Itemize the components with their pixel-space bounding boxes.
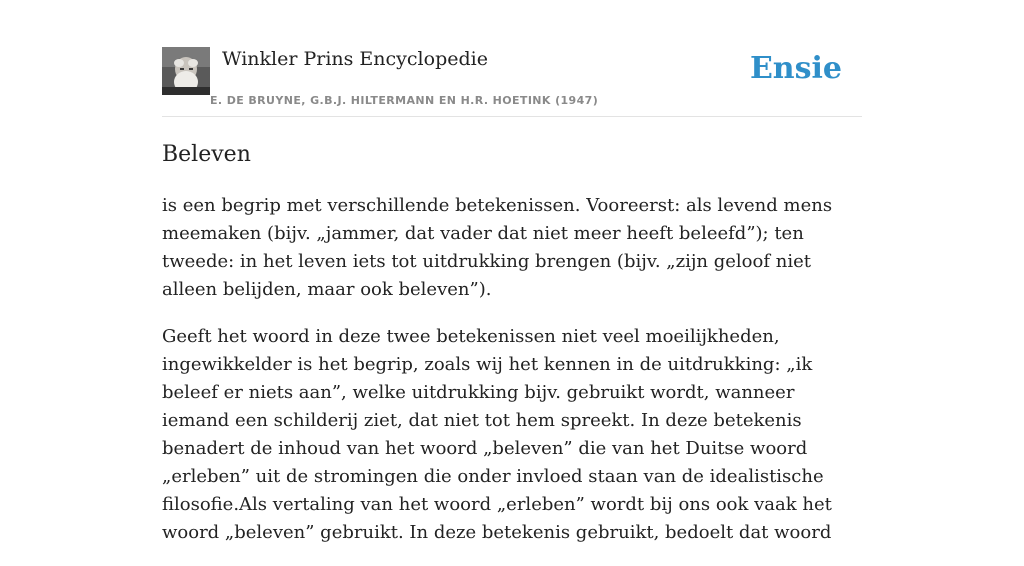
brand-logo[interactable]: Ensie <box>749 51 842 86</box>
site-title[interactable]: Winkler Prins Encyclopedie <box>222 48 488 70</box>
article-paragraph: is een begrip met verschillende betekenissen. Vooreerst: als levend mens meemaken (bijv. „jammer, dat vader dat niet meer heeft beleefd”); ten tweede: in het leven iets tot uitdrukking brengen (bijv. „zijn geloof niet alleen belijden, maar ook beleven”). <box>162 195 833 300</box>
page <box>162 0 862 543</box>
header <box>162 0 862 117</box>
article-title: Beleven <box>162 142 251 167</box>
author-avatar <box>162 47 210 95</box>
authors-line: E. DE BRUYNE, G.B.J. HILTERMANN EN H.R. HOETINK (1947) <box>210 94 599 107</box>
article-body <box>162 192 862 566</box>
article-paragraph: Geeft het woord in deze twee betekenissen niet veel moeilijkheden, ingewikkelder is het begrip, zoals wij het kennen in de uitdrukking: „ik beleef er niets aan”, welke uitdrukking bijv. gebruikt wordt, wanneer iemand een schilderij ziet, dat niet tot hem spreekt. In deze betekenis benadert de inhoud van het woord „beleven” die van het Duitse woord „erleben” uit de stromingen die onder invloed staan van de idealistische filosofie.Als vertaling van het woord „erleben” wordt bij ons ook vaak het woord „beleven” gebruikt. In deze betekenis gebruikt, bedoelt dat woord <box>162 326 832 543</box>
